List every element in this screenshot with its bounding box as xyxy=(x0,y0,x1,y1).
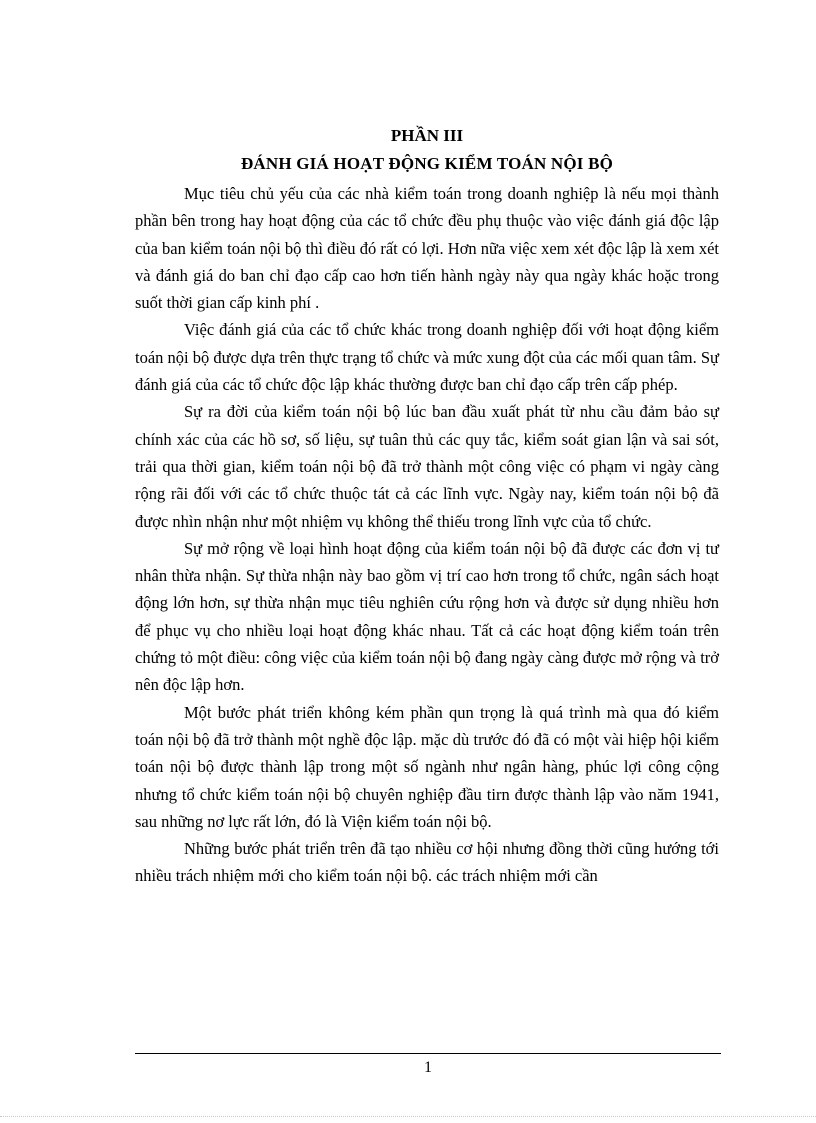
page-number: 1 xyxy=(424,1059,432,1076)
paragraph-2: Việc đánh giá của các tổ chức khác trong doanh nghiệp đối với hoạt động kiểm toán nội bộ được dựa trên thực trạng tổ chức và mức xung đột của các mối quan tâm. Sự đánh giá của các tổ chức độc lập khác thường được ban chỉ đạo cấp trên cấp phép. xyxy=(135,320,719,395)
paragraph-5: Một bước phát triển không kém phần qun trọng là quá trình mà qua đó kiểm toán nội bộ đã trở thành một nghề độc lập. mặc dù trước đó đã có một vài hiệp hội kiểm toán nội bộ được thành lập trong một số ngành như ngân hàng, phúc lợi công cộng nhưng tổ chức kiểm toán nội bộ chuyên nghiệp đầu tirn được thành lập vào năm 1941, sau những nơ lực rất lớn, đó là Viện kiểm toán nội bộ. xyxy=(135,702,719,831)
paragraph-1: Mục tiêu chủ yếu của các nhà kiểm toán trong doanh nghiệp là nếu mọi thành phần bên trong hay hoạt động của các tổ chức đều phụ thuộc vào việc đánh giá độc lập của ban kiểm toán nội bộ thì điều đó rất có lợi. Hơn nữa việc xem xét độc lập là xem xét và đánh giá do ban chỉ đạo cấp cao hơn tiến hành ngày này qua ngày khác hoặc trong suốt thời gian cấp kinh phí . xyxy=(135,184,719,313)
paragraph-6: Những bước phát triển trên đã tạo nhiều cơ hội nhưng đồng thời cũng hướng tới nhiều trách nhiệm mới cho kiểm toán nội bộ. các trách nhiệm mới cần xyxy=(135,839,719,886)
paragraph-4: Sự mở rộng về loại hình hoạt động của kiểm toán nội bộ đã được các đơn vị tư nhân thừa nhận. Sự thừa nhận này bao gồm vị trí cao hơn trong tổ chức, ngân sách hoạt động lớn hơn, sự thừa nhận mục tiêu nghiên cứu rộng hơn và được sử dụng nhiều hơn để phục vụ cho nhiều loại hoạt động khác nhau. Tất cả các hoạt động kiểm toán trên chứng tỏ một điều: công việc của kiểm toán nội bộ đang ngày càng được mở rộng và trở nên độc lập hơn. xyxy=(135,538,719,695)
paragraph-3: Sự ra đời của kiểm toán nội bộ lúc ban đầu xuất phát từ nhu cầu đảm bảo sự chính xác của các hồ sơ, số liệu, sự tuân thủ các quy tắc, kiểm soát gian lận và sai sót, trải qua thời gian, kiểm toán nội bộ đã trở thành một công việc có phạm vi ngày càng rộng rãi đối với các tổ chức thuộc tát cả các lĩnh vực. Ngày nay, kiểm toán nội bộ đã được nhìn nhận như một nhiệm vụ không thể thiếu trong lĩnh vực của tổ chức. xyxy=(135,402,719,531)
section-title: ĐÁNH GIÁ HOẠT ĐỘNG KIỂM TOÁN NỘI BỘ xyxy=(240,154,614,173)
part-heading: PHẦN III xyxy=(390,126,464,145)
page-edge-divider xyxy=(0,1116,816,1117)
footer-divider xyxy=(135,1053,721,1054)
document-body xyxy=(135,122,719,890)
